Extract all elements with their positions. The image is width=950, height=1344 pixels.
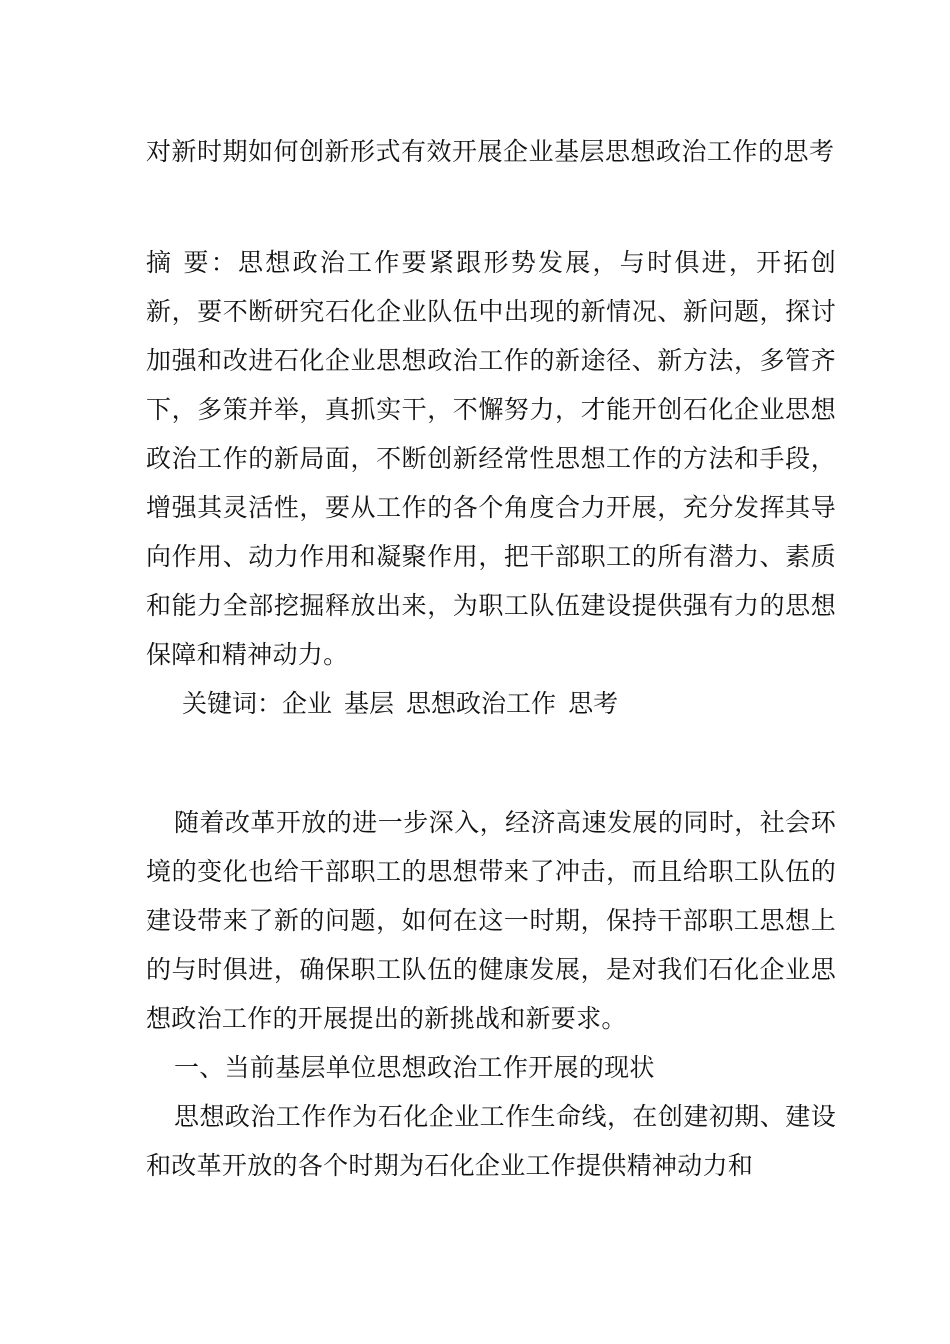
keywords <box>146 679 836 728</box>
keyword: 思考 <box>568 689 619 718</box>
abstract <box>146 238 836 679</box>
document-body <box>146 798 836 1190</box>
keyword: 企业 <box>282 689 333 718</box>
body-paragraph: 随着改革开放的进一步深入，经济高速发展的同时，社会环境的变化也给干部职工的思想带来了冲击，而且给职工队伍的建设带来了新的问题，如何在这一时期，保持干部职工思想上的与时俱进，确保职工队伍的健康发展，是对我们石化企业思想政治工作的开展提出的新挑战和新要求。 <box>146 808 836 1033</box>
keyword: 基层 <box>344 689 395 718</box>
abstract-text: 思想政治工作要紧跟形势发展，与时俱进，开拓创新，要不断研究石化企业队伍中出现的新情况、新问题，探讨加强和改进石化企业思想政治工作的新途径、新方法，多管齐下，多策并举，真抓实干，不懈努力，才能开创石化企业思想政治工作的新局面，不断创新经常性思想工作的方法和手段，增强其灵活性，要从工作的各个角度合力开展，充分发挥其导向作用、动力作用和凝聚作用，把干部职工的所有潜力、素质和能力全部挖掘释放出来，为职工队伍建设提供强有力的思想保障和精神动力。 <box>146 248 836 669</box>
document-title: 对新时期如何创新形式有效开展企业基层思想政治工作的思考 <box>146 137 835 166</box>
section-heading: 一、当前基层单位思想政治工作开展的现状 <box>174 1053 655 1082</box>
document-page <box>146 128 836 1190</box>
keywords-label: 关键词： <box>182 689 283 718</box>
keyword: 思想政治工作 <box>406 689 557 718</box>
abstract-label: 摘 要： <box>146 248 239 277</box>
body-paragraph: 思想政治工作作为石化企业工作生命线，在创建初期、建设和改革开放的各个时期为石化企业工作提供精神动力和 <box>146 1102 836 1180</box>
